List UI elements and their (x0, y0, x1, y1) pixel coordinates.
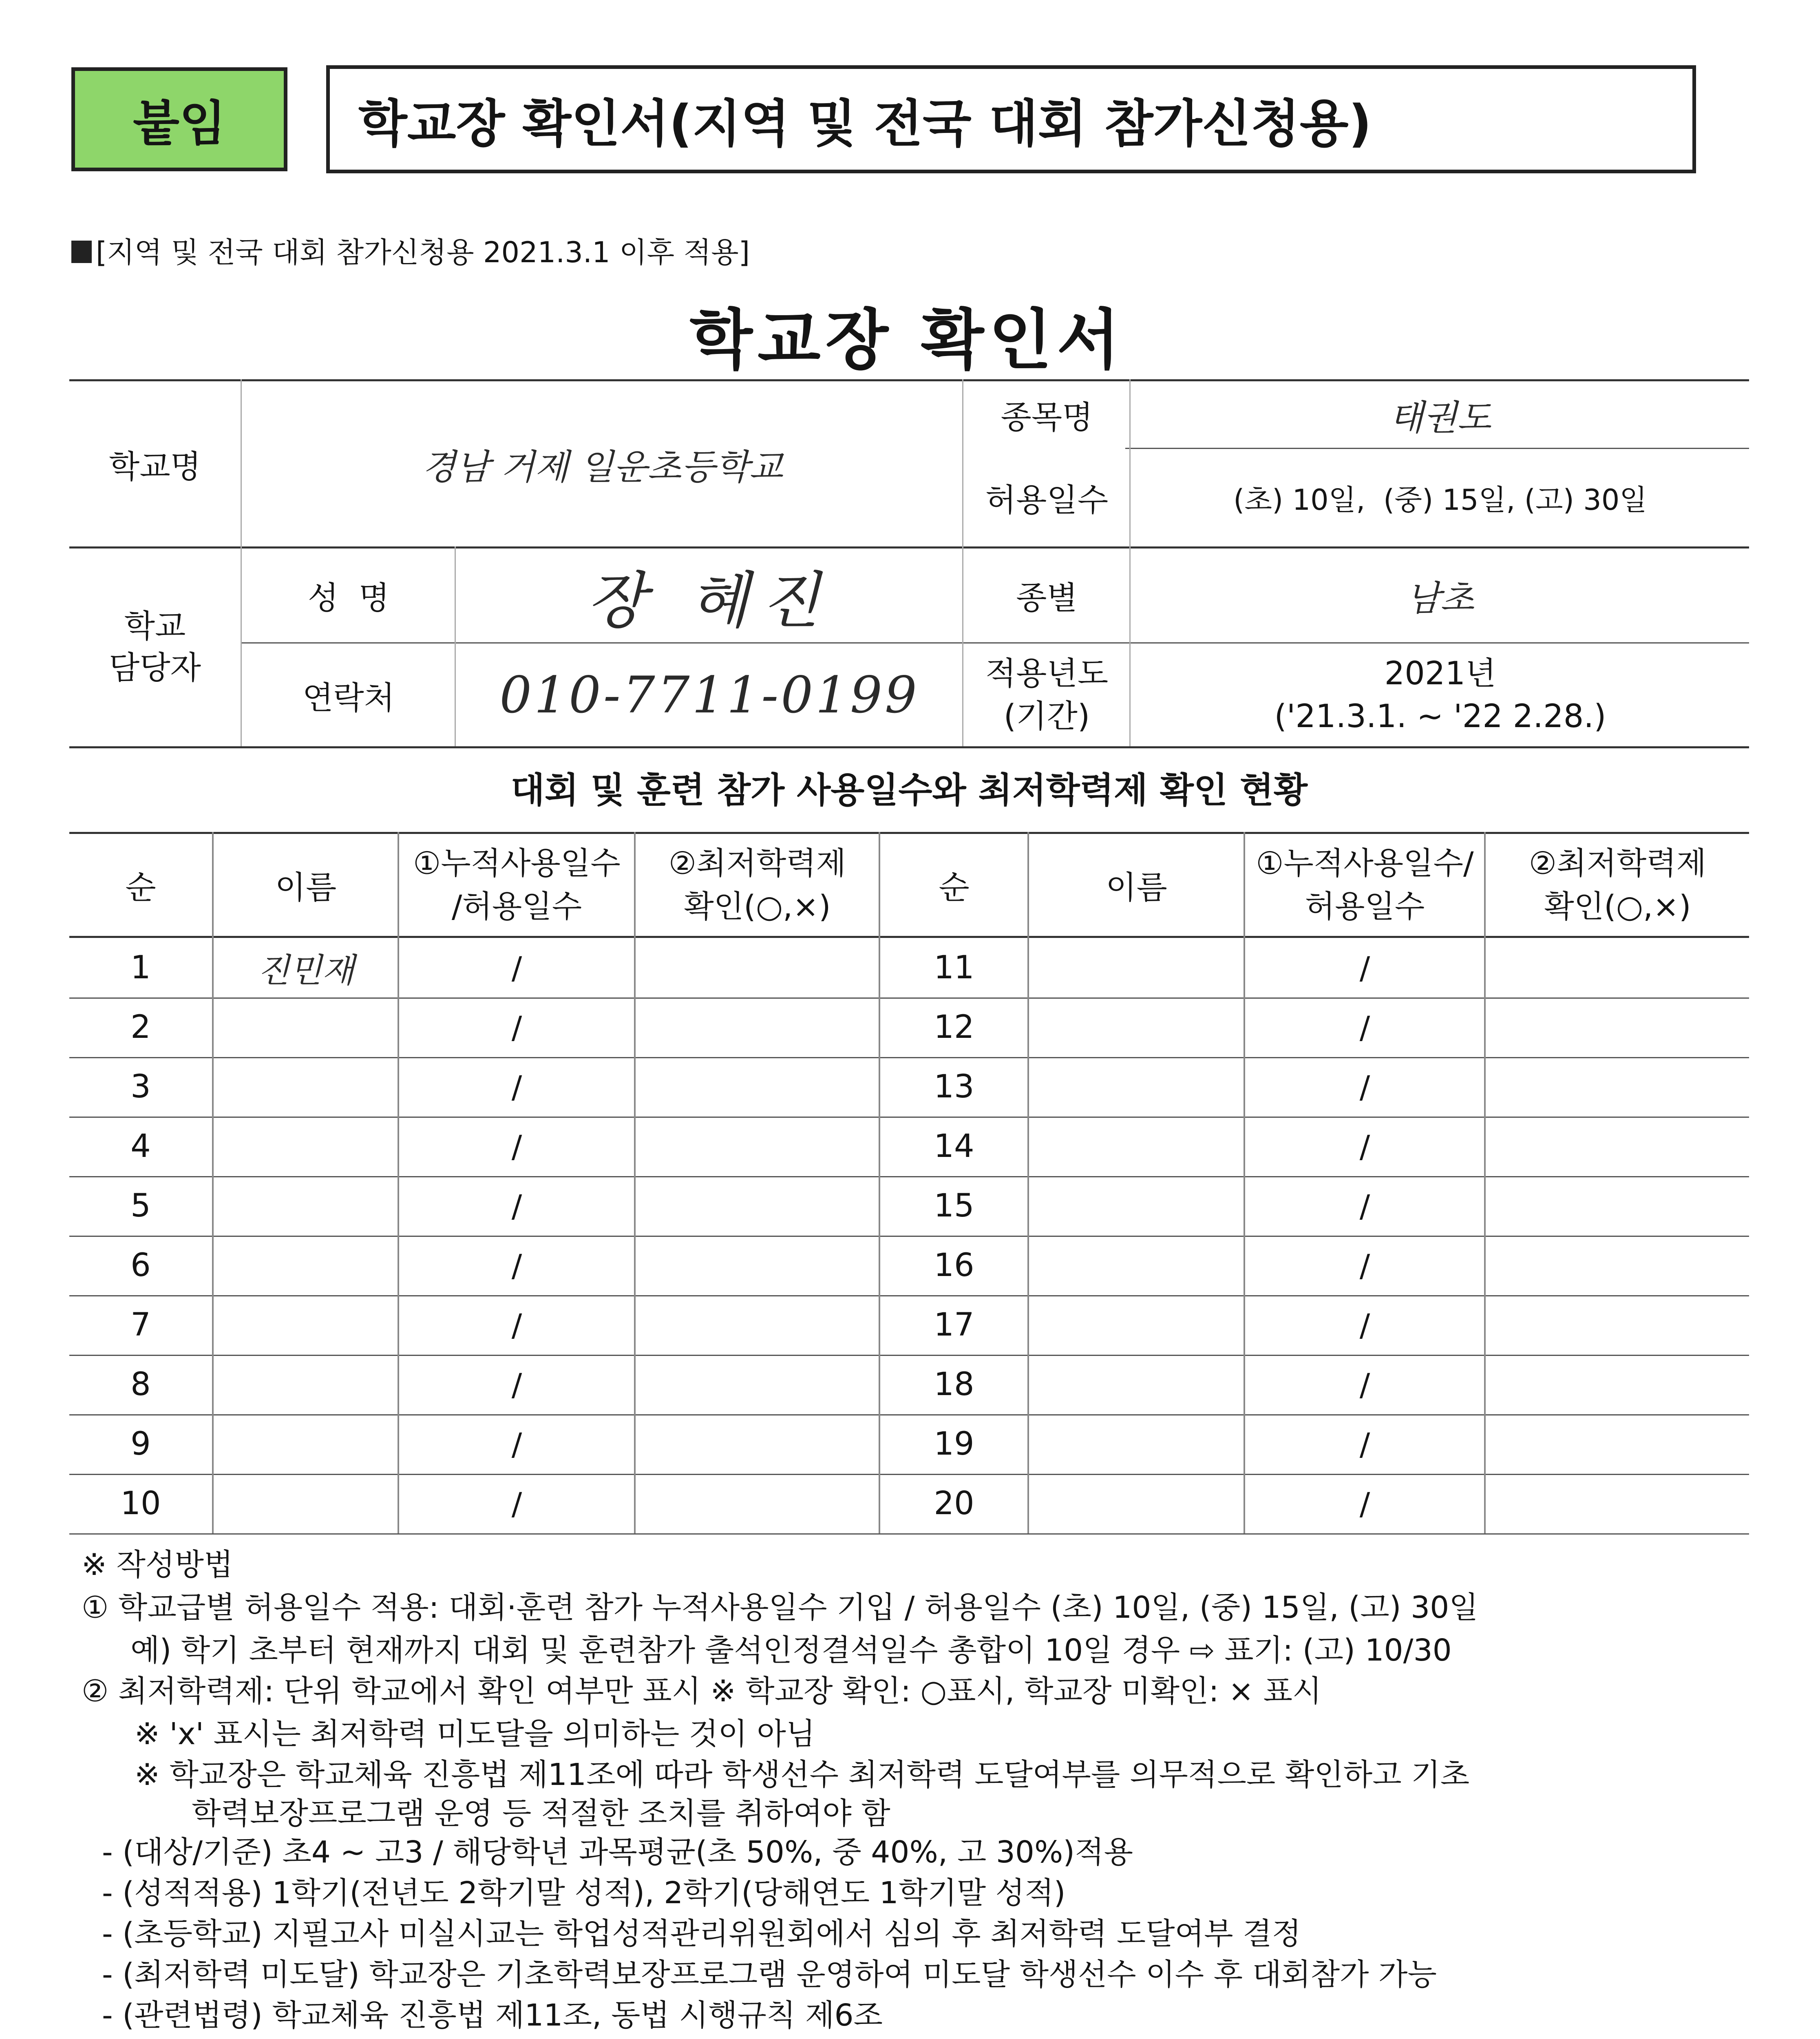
header-days-left (400, 834, 634, 936)
apply-year-value (1131, 644, 1749, 746)
row-number-left: 8 (130, 1366, 151, 1403)
header-name-right: 이름 (1106, 869, 1167, 906)
notes-line-11: - (관련법령) 학교체육 진흥법 제11조, 동법 시행규칙 제6조 (102, 1998, 883, 2033)
check-cell-left (636, 1474, 879, 1533)
notes-line-6: 학력보장프로그램 운영 등 적절한 조치를 취하여야 함 (192, 1796, 890, 1831)
student-name-left (214, 1236, 398, 1295)
student-name-right (1029, 1474, 1244, 1533)
notes-line-8: - (성적적용) 1학기(전년도 2학기말 성적), 2학기(당해연도 1학기말 성적) (102, 1875, 1066, 1911)
row-number-right: 19 (934, 1426, 974, 1462)
row-number-left: 1 (130, 949, 151, 986)
apply-year-label-line1: 적용년도 (985, 655, 1109, 692)
days-slash-left: / (511, 1426, 522, 1462)
gender-value: 남초 (1406, 578, 1474, 619)
student-name-left (214, 1057, 398, 1117)
days-slash-left: / (511, 1247, 522, 1284)
header-check-left-line1: ②최저학력제 (668, 845, 846, 881)
student-name-left (214, 1474, 398, 1533)
header-name-left: 이름 (275, 869, 337, 906)
days-slash-right: / (1359, 1426, 1370, 1462)
student-name-right (1029, 1295, 1244, 1355)
allowed-days-value: (초) 10일, (중) 15일, (고) 30일 (1233, 483, 1647, 517)
student-name-left (214, 1117, 398, 1176)
student-name-left (214, 1295, 398, 1355)
student-name-left (214, 1355, 398, 1414)
school-name-value: 경남 거제 일운초등학교 (422, 447, 783, 488)
student-name-right (1029, 1355, 1244, 1414)
manager-label-line1: 학교 (124, 608, 186, 645)
check-cell-left (636, 997, 879, 1057)
row-number-left: 9 (130, 1426, 151, 1462)
days-slash-right: / (1359, 1247, 1370, 1284)
days-slash-right: / (1359, 1128, 1370, 1165)
check-cell-left (636, 1355, 879, 1414)
gender-label: 종별 (1016, 580, 1078, 617)
row-number-right: 14 (934, 1128, 974, 1165)
header-days-right-line1: ①누적사용일수/ (1256, 845, 1474, 881)
apply-year-label (964, 644, 1129, 746)
days-slash-right: / (1359, 949, 1370, 986)
notes-line-3: ② 최저학력제: 단위 학교에서 확인 여부만 표시 ※ 학교장 확인: ○표시, 학교장 미확인: × 표시 (82, 1674, 1322, 1709)
days-slash-right: / (1359, 1366, 1370, 1403)
manager-label-line2: 담당자 (108, 649, 201, 686)
check-cell-left (636, 1295, 879, 1355)
row-number-left: 3 (130, 1068, 151, 1105)
school-name-label: 학교명 (108, 448, 201, 485)
info-vline-4 (1129, 379, 1131, 746)
row-number-right: 15 (934, 1188, 974, 1224)
document-title: 학교장 확인서 (689, 302, 1125, 378)
check-cell-right (1486, 1176, 1749, 1236)
notes-line-5: ※ 학교장은 학교체육 진흥법 제11조에 따라 학생선수 최저학력 도달여부를 의무적으로 확인하고 기초 (135, 1757, 1470, 1792)
row-number-right: 13 (934, 1068, 974, 1105)
contact-label: 연락처 (302, 680, 395, 717)
check-cell-right (1486, 938, 1749, 997)
row-number-left: 2 (130, 1009, 151, 1046)
check-cell-right (1486, 997, 1749, 1057)
notes-line-10: - (최저학력 미도달) 학교장은 기초학력보장프로그램 운영하여 미도달 학생선수 이수 후 대회참가 가능 (102, 1957, 1437, 1992)
person-name-label: 성 명 (307, 580, 390, 617)
header-no-left: 순 (125, 869, 156, 906)
notes-line-7: - (대상/기준) 초4 ~ 고3 / 해당학년 과목평균(초 50%, 중 40%, 고 30%)적용 (102, 1835, 1133, 1870)
days-slash-right: / (1359, 1485, 1370, 1522)
attachment-tag (71, 67, 287, 171)
days-slash-left: / (511, 949, 522, 986)
header-check-right (1486, 834, 1749, 936)
header-title-box (326, 65, 1696, 173)
check-cell-right (1486, 1414, 1749, 1474)
contact-value: 010-7711-0199 (499, 666, 919, 725)
student-name-right (1029, 1236, 1244, 1295)
allowed-days-label: 허용일수 (985, 482, 1109, 519)
manager-label (69, 548, 241, 746)
check-cell-right (1486, 1295, 1749, 1355)
check-cell-right (1486, 1057, 1749, 1117)
days-slash-left: / (511, 1068, 522, 1105)
days-slash-right: / (1359, 1009, 1370, 1046)
check-cell-left (636, 1414, 879, 1474)
attachment-tag-label: 붙임 (133, 95, 226, 152)
bullet-square (71, 241, 92, 263)
check-cell-right (1486, 1474, 1749, 1533)
notes-heading: ※ 작성방법 (82, 1547, 233, 1582)
row-number-left: 5 (130, 1188, 151, 1224)
check-cell-left (636, 1236, 879, 1295)
student-name-left (214, 997, 398, 1057)
check-cell-left (636, 1057, 879, 1117)
table-vline-1 (212, 832, 214, 1533)
info-vline-2 (455, 546, 456, 746)
header-days-right (1246, 834, 1484, 936)
info-divider-3 (241, 642, 1749, 644)
days-slash-left: / (511, 1485, 522, 1522)
days-slash-right: / (1359, 1188, 1370, 1224)
notes-line-4: ※ 'x' 표시는 최저학력 미도달을 의미하는 것이 아님 (135, 1716, 815, 1752)
row-number-left: 10 (120, 1485, 161, 1522)
table-vline-3 (634, 832, 636, 1533)
row-number-right: 12 (934, 1009, 974, 1046)
person-name-value: 장 혜진 (586, 566, 833, 637)
info-vline-3 (962, 379, 963, 746)
info-vline-1 (241, 379, 242, 746)
table-row-line (69, 1533, 1749, 1535)
check-cell-left (636, 1117, 879, 1176)
days-slash-left: / (511, 1128, 522, 1165)
header-check-left (636, 834, 879, 936)
header-title: 학교장 확인서(지역 및 전국 대회 참가신청용) (358, 94, 1372, 153)
header-check-right-line1: ②최저학력제 (1528, 845, 1707, 881)
row-number-right: 17 (934, 1307, 974, 1343)
student-name-right (1029, 1057, 1244, 1117)
student-name-left: 진민재 (257, 951, 354, 990)
row-number-left: 6 (130, 1247, 151, 1284)
notes-line-2: 예) 학기 초부터 현재까지 대회 및 훈련참가 출석인정결석일수 총합이 10일 경우 ⇨ 표기: (고) 10/30 (130, 1633, 1452, 1668)
info-bottom-border (69, 746, 1749, 748)
header-check-right-line2: 확인(○,×) (1544, 888, 1691, 924)
row-number-right: 11 (934, 949, 974, 986)
header-days-left-line1: ①누적사용일수 (413, 845, 621, 881)
row-number-left: 7 (130, 1307, 151, 1343)
check-cell-left (636, 938, 879, 997)
apply-year-label-line2: (기간) (1003, 698, 1090, 735)
event-name-label: 종목명 (1001, 399, 1093, 436)
notes-line-1: ① 학교급별 허용일수 적용: 대회·훈련 참가 누적사용일수 기입 / 허용일수 (초) 10일, (중) 15일, (고) 30일 (82, 1590, 1478, 1625)
days-slash-left: / (511, 1009, 522, 1046)
days-slash-right: / (1359, 1068, 1370, 1105)
notes-line-9: - (초등학교) 지필고사 미실시교는 학업성적관리위원회에서 심의 후 최저학력 도달여부 결정 (102, 1916, 1301, 1951)
student-name-left (214, 1414, 398, 1474)
header-days-right-line2: 허용일수 (1305, 888, 1425, 924)
row-number-right: 20 (934, 1485, 974, 1522)
check-cell-left (636, 1176, 879, 1236)
check-cell-right (1486, 1117, 1749, 1176)
check-cell-right (1486, 1355, 1749, 1414)
row-number-left: 4 (130, 1128, 151, 1165)
days-slash-left: / (511, 1307, 522, 1343)
days-slash-right: / (1359, 1307, 1370, 1343)
section-title: 대회 및 훈련 참가 사용일수와 최저학력제 확인 현황 (510, 770, 1308, 811)
table-vline-7 (1484, 832, 1486, 1533)
header-no-right: 순 (939, 869, 970, 906)
student-name-right (1029, 1176, 1244, 1236)
table-vline-2 (398, 832, 399, 1533)
header-check-left-line2: 확인(○,×) (684, 888, 831, 924)
document-subtitle: [지역 및 전국 대회 참가신청용 2021.3.1 이후 적용] (96, 236, 750, 269)
student-name-right (1029, 1414, 1244, 1474)
apply-year-value-line2: ('21.3.1. ~ '22 2.28.) (1274, 698, 1606, 735)
table-vline-4 (879, 832, 880, 1533)
student-name-left (214, 1176, 398, 1236)
student-name-right (1029, 997, 1244, 1057)
days-slash-left: / (511, 1366, 522, 1403)
row-number-right: 16 (934, 1247, 974, 1284)
student-name-right (1029, 1117, 1244, 1176)
student-name-right (1029, 938, 1244, 997)
event-name-value: 태권도 (1389, 397, 1491, 438)
row-number-right: 18 (934, 1366, 974, 1403)
table-vline-5 (1027, 832, 1029, 1533)
check-cell-right (1486, 1236, 1749, 1295)
apply-year-value-line1: 2021년 (1384, 655, 1496, 692)
days-slash-left: / (511, 1188, 522, 1224)
table-vline-6 (1244, 832, 1245, 1533)
header-days-left-line2: /허용일수 (451, 888, 582, 924)
